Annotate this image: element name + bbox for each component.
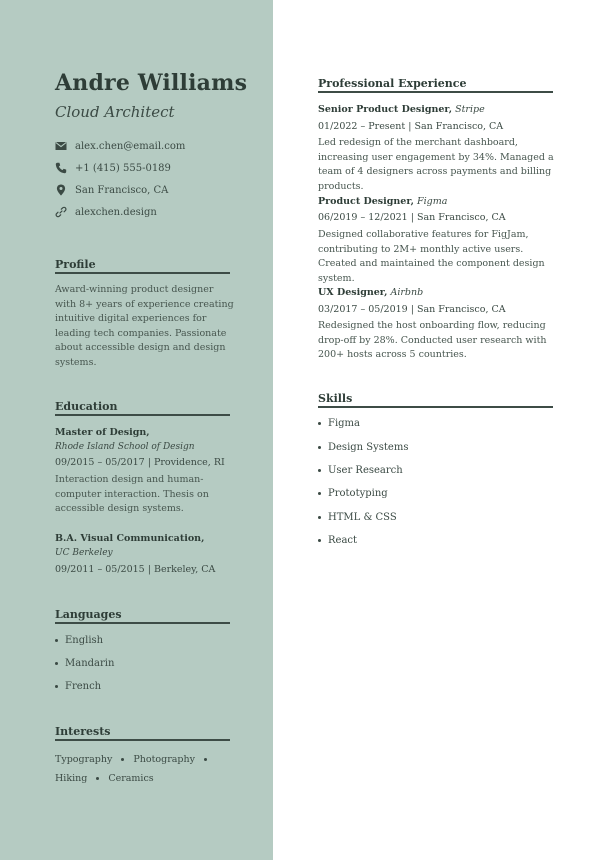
candidate-name: Andre Williams <box>55 70 248 96</box>
job-title-line <box>318 104 485 115</box>
skill-item: Prototyping <box>318 488 388 499</box>
languages-divider <box>55 622 230 624</box>
separator-dot-icon <box>204 758 207 761</box>
contact-website[interactable] <box>55 204 157 220</box>
education-dates: 09/2011 – 05/2015 | Berkeley, CA <box>55 564 216 575</box>
interests-heading: Interests <box>55 725 111 738</box>
job-role: Senior Product Designer, <box>318 104 453 115</box>
bullet-icon <box>55 662 58 665</box>
education-description: Interaction design and human-computer interaction. Thesis on accessible design systems. <box>55 474 209 514</box>
contact-location <box>55 182 168 198</box>
experience-divider <box>318 91 553 93</box>
contact-email[interactable] <box>55 138 185 154</box>
envelope-icon <box>55 140 67 152</box>
skills-divider <box>318 406 553 408</box>
profile-heading: Profile <box>55 258 96 271</box>
job-company: Airbnb <box>390 287 424 298</box>
profile-divider <box>55 272 230 274</box>
interests-divider <box>55 739 230 741</box>
bullet-icon <box>318 492 321 495</box>
education-divider <box>55 414 230 416</box>
education-degree: B.A. Visual Communication, <box>55 533 205 544</box>
main-column <box>273 0 608 860</box>
education-degree: Master of Design, <box>55 427 150 438</box>
job-role: Product Designer, <box>318 196 414 207</box>
bullet-icon <box>55 685 58 688</box>
job-dates: 01/2022 – Present | San Francisco, CA <box>318 121 504 132</box>
education-dates: 09/2015 – 05/2017 | Providence, RI <box>55 457 225 468</box>
location-pin-icon <box>55 184 67 196</box>
bullet-icon <box>318 516 321 519</box>
bullet-icon <box>318 422 321 425</box>
interests-row <box>55 773 154 784</box>
job-title-line <box>318 287 423 298</box>
sidebar <box>0 0 273 860</box>
bullet-icon <box>318 446 321 449</box>
experience-heading: Professional Experience <box>318 77 467 90</box>
phone-text: +1 (415) 555-0189 <box>75 162 171 174</box>
interest-item: Ceramics <box>108 773 154 784</box>
language-item: French <box>55 681 101 692</box>
languages-heading: Languages <box>55 608 122 621</box>
website-text: alexchen.design <box>75 206 157 218</box>
profile-summary: Award-winning product designer with 8+ years of experience creating intuitive digital experiences for leading tech companies. Passionate about accessible design and design systems. <box>55 284 234 368</box>
job-company: Figma <box>417 196 448 207</box>
contact-phone[interactable] <box>55 160 171 176</box>
education-school: UC Berkeley <box>55 548 113 558</box>
job-company: Stripe <box>455 104 485 115</box>
skill-item: HTML & CSS <box>318 512 397 523</box>
job-role: UX Designer, <box>318 287 388 298</box>
language-item: English <box>55 635 103 646</box>
interests-row <box>55 754 216 765</box>
bullet-icon <box>55 639 58 642</box>
skill-item: User Research <box>318 465 403 476</box>
interest-item: Typography <box>55 754 113 765</box>
skill-item: Figma <box>318 418 360 429</box>
interest-item: Hiking <box>55 773 88 784</box>
job-dates: 06/2019 – 12/2021 | San Francisco, CA <box>318 212 506 223</box>
location-text: San Francisco, CA <box>75 184 169 196</box>
email-text: alex.chen@email.com <box>75 140 186 152</box>
education-heading: Education <box>55 400 118 413</box>
separator-dot-icon <box>96 777 99 780</box>
candidate-role: Cloud Architect <box>55 103 175 121</box>
interest-item: Photography <box>133 754 195 765</box>
link-icon <box>55 206 67 218</box>
education-school: Rhode Island School of Design <box>55 442 195 452</box>
job-description: Redesigned the host onboarding flow, reducing drop-off by 28%. Conducted user research with 200+ hosts across 5 countries. <box>318 320 547 360</box>
job-dates: 03/2017 – 05/2019 | San Francisco, CA <box>318 304 506 315</box>
bullet-icon <box>318 539 321 542</box>
skill-item: React <box>318 535 357 546</box>
job-description: Led redesign of the merchant dashboard, increasing user engagement by 34%. Managed a team of 4 designers across payments and billing products. <box>318 137 554 192</box>
job-title-line <box>318 196 447 207</box>
bullet-icon <box>318 469 321 472</box>
job-description: Designed collaborative features for FigJam, contributing to 2M+ monthly active users. Created and maintained the component design system. <box>318 229 545 284</box>
language-item: Mandarin <box>55 658 114 669</box>
phone-icon <box>55 162 67 174</box>
skills-heading: Skills <box>318 392 353 405</box>
skill-item: Design Systems <box>318 442 408 453</box>
separator-dot-icon <box>121 758 124 761</box>
